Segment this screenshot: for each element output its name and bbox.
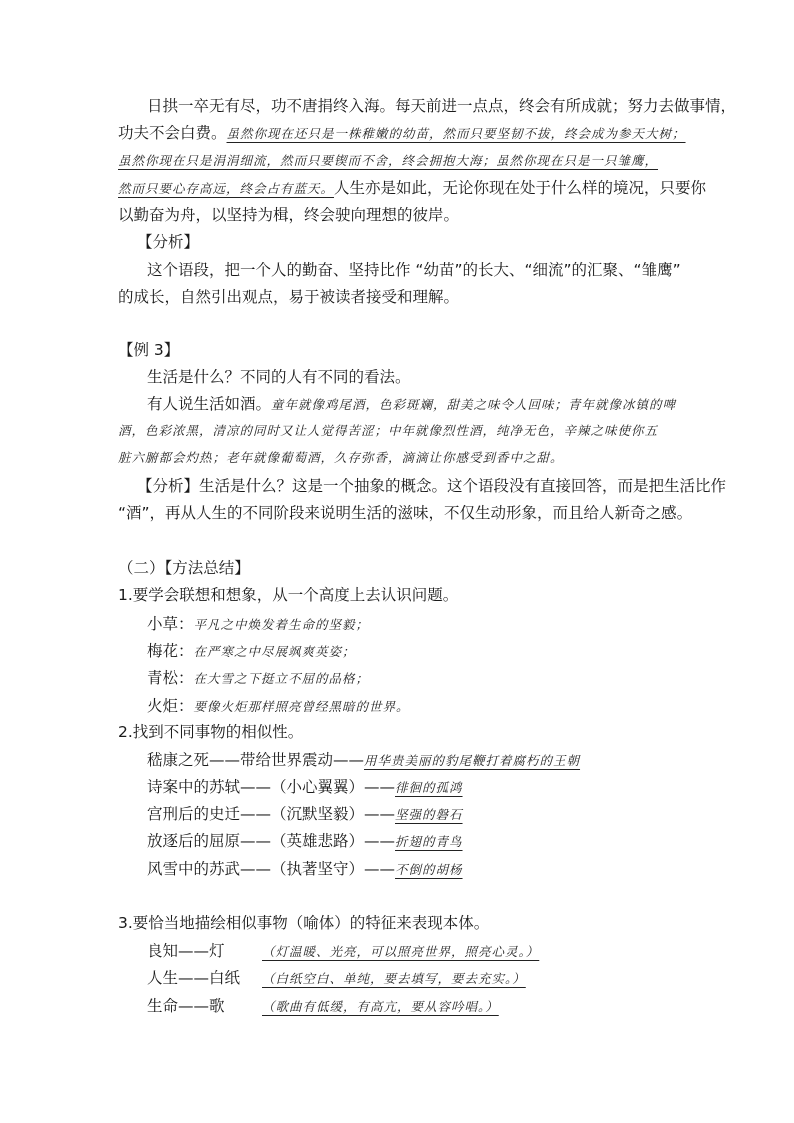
handwritten-underlined-text: 虽然你现在还只是一株稚嫩的幼苗，然而只要坚韧不拔，终会成为参天大树； xyxy=(226,126,686,141)
example3-label: 【例 3】 xyxy=(118,341,180,359)
para1-line5: 以勤奋为舟，以坚持为楫，终会驶向理想的彼岸。 xyxy=(118,206,460,224)
method2-title: 2.找到不同事物的相似性。 xyxy=(118,723,304,741)
analysis2-line2: “酒”，再从人生的不同阶段来说明生活的滋味，不仅生动形象，而且给人新奇之感。 xyxy=(118,504,693,522)
list-item: 嵇康之死——带给世界震动——用华贵美丽的豹尾鞭打着腐朽的王朝 xyxy=(147,751,581,769)
list-item: 生命——歌 （歌曲有低缓，有高亢，要从容吟唱。） xyxy=(147,997,499,1015)
para1-line2 xyxy=(118,123,686,144)
para1-line1: 日拱一卒无有尽，功不唐捐终入海。每天前进一点点，终会有所成就；努力去做事情， xyxy=(147,97,737,115)
list-item: 诗案中的苏轼——（小心翼翼）——徘徊的孤鸿 xyxy=(147,778,463,796)
para1-text: 人生亦是如此，无论你现在处于什么样的境况，只要你 xyxy=(334,179,707,197)
analysis1-line1: 这个语段，把一个人的勤奋、坚持比作 “幼苗”的长大、“细流”的汇聚、“雏鹰” xyxy=(147,261,681,279)
method3-title: 3.要恰当地描绘相似事物（喻体）的特征来表现本体。 xyxy=(118,914,490,932)
handwritten-line: 酒，色彩浓黑，清凉的同时又让人觉得苦涩；中年就像烈性酒，纯净无色，辛辣之味使你五 xyxy=(118,423,659,438)
analysis-label: 【分析】 xyxy=(137,233,200,251)
list-item: 良知——灯 （灯温暖、光亮，可以照亮世界，照亮心灵。） xyxy=(147,942,540,960)
section-heading: （二）【方法总结】 xyxy=(118,559,250,577)
handwritten-underlined-text: 然而只要心存高远，终会占有蓝天。 xyxy=(118,181,335,196)
list-item: 梅花：在严寒之中尽展飒爽英姿； xyxy=(147,642,356,660)
list-item: 青松：在大雪之下挺立不屈的品格； xyxy=(147,669,370,687)
list-item: 人生——白纸 （白纸空白、单纯，要去填写，要去充实。） xyxy=(147,969,526,987)
analysis1-line2: 的成长，自然引出观点，易于被读者接受和理解。 xyxy=(118,288,460,306)
analysis2-line1: 【分析】生活是什么？这是一个抽象的概念。这个语段没有直接回答，而是把生活比作 xyxy=(137,477,727,495)
para1-line4 xyxy=(118,178,706,199)
list-item: 放逐后的屈原——（英雄悲路）——折翅的青鸟 xyxy=(147,832,463,850)
handwritten-line: 脏六腑都会灼热；老年就像葡萄酒，久存弥香，滴滴让你感受到香中之甜。 xyxy=(118,450,564,465)
handwritten-text: 童年就像鸡尾酒，色彩斑斓，甜美之味令人回味；青年就像冰镇的啤 xyxy=(271,397,677,412)
list-item: 风雪中的苏武——（执著坚守）——不倒的胡杨 xyxy=(147,860,463,878)
list-item: 火炬：要像火炬那样照亮曾经黑暗的世界。 xyxy=(147,697,410,715)
example3-question: 生活是什么？不同的人有不同的看法。 xyxy=(147,368,411,386)
method1-title: 1.要学会联想和想象，从一个高度上去认识问题。 xyxy=(118,586,459,604)
list-item: 小草：平凡之中焕发着生命的坚毅； xyxy=(147,615,370,633)
para1-text: 功夫不会白费。 xyxy=(118,124,227,142)
example3-line1 xyxy=(147,394,676,415)
list-item: 宫刑后的史迁——（沉默坚毅）——坚强的磐石 xyxy=(147,805,463,823)
example3-text: 有人说生活如酒。 xyxy=(147,395,272,413)
handwritten-underlined-line: 虽然你现在只是涓涓细流，然而只要锲而不舍，终会拥抱大海；虽然你现在只是一只雏鹰， xyxy=(118,153,659,168)
